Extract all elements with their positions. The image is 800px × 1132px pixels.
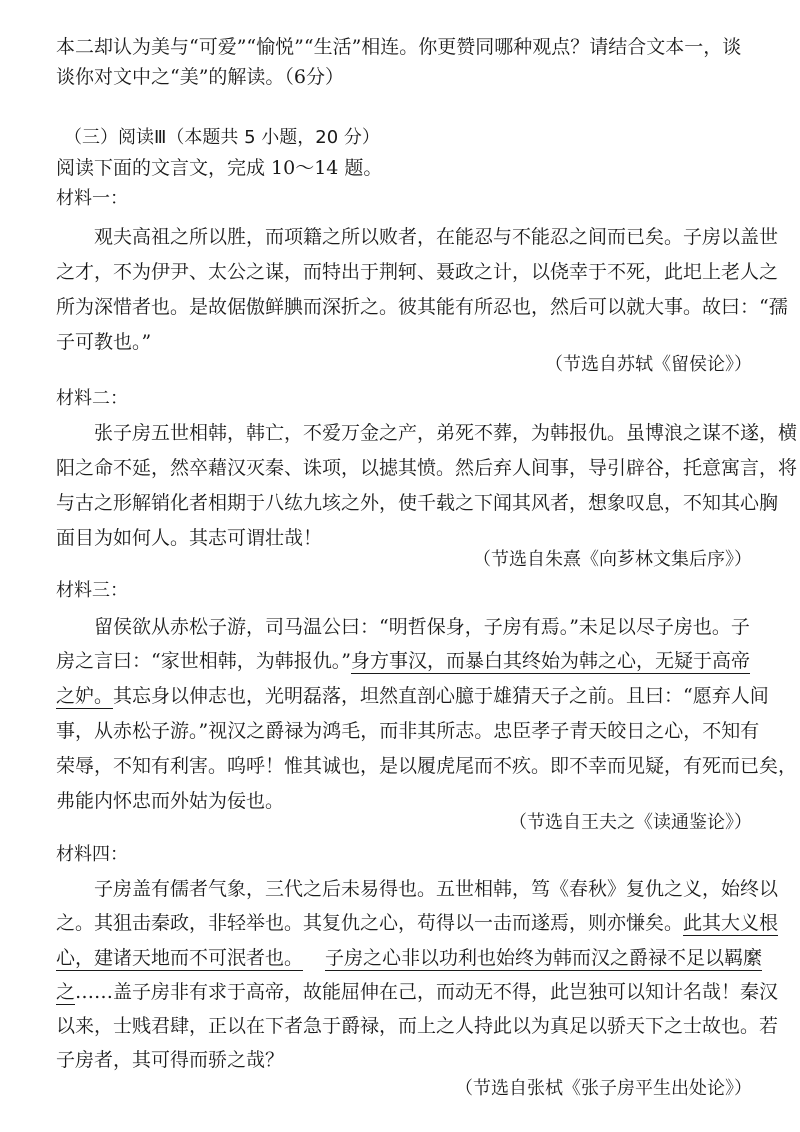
material-2-line: 与古之形解销化者相期于八纮九垓之外，使千载之下闻其风者，想象叹息，不知其心胸	[56, 492, 779, 514]
underlined-sentence: 子房之心非以功利也始终为韩而汉之爵禄不足以羁縻	[325, 947, 763, 969]
material-3-line	[56, 681, 769, 711]
material-3-text: 房之言曰：“家世相韩，为韩报仇。”	[56, 650, 351, 672]
material-2-line: 阳之命不延，然卒藉汉灭秦、诛项，以摅其愤。然后弃人间事，导引辟谷，托意寓言，将	[56, 457, 798, 479]
question-line-2: 谈你对文中之“美”的解读。（6分）	[56, 66, 345, 88]
material-3-text: 其忘身以伸志也，光明磊落，坦然直剖心臆于雄猜天子之前。且曰：“愿弃人间	[113, 685, 769, 707]
underlined-sentence: 身方事汉，而暴白其终始为韩之心，无疑于高帝	[350, 650, 750, 672]
material-4-text: 之。其狙击秦政，非轻举也。其复仇之心，苟得以一击而遂焉，则亦慊矣。	[56, 912, 684, 934]
material-4-text: ……盖子房非有求于高帝，故能屈伸在己，而动无不得，此岂独可以知计名哉！秦汉	[75, 981, 779, 1003]
material-3-line: 弗能内怀忠而外姑为佞也。	[56, 790, 285, 812]
material-1-line: 所为深惜者也。是故倨傲鲜腆而深折之。彼其能有所忍也，然后可以就大事。故曰：“孺	[56, 296, 788, 318]
material-4-line	[56, 908, 779, 938]
material-4-line: 子房者，其可得而骄之哉？	[56, 1049, 285, 1071]
material-4-line	[56, 977, 779, 1007]
material-4-line: 以来，士贱君肆，正以在下者急于爵禄，而上之人持此以为真足以骄天下之士故也。若	[56, 1015, 779, 1037]
material-4-source: （节选自张栻《张子房平生出处论》）	[455, 1078, 752, 1099]
material-1-line: 观夫高祖之所以胜，而项籍之所以败者，在能忍与不能忍之间而已矣。子房以盖世	[94, 226, 779, 248]
underlined-sentence: 心，建诸天地而不可泯者也。	[56, 947, 304, 969]
section-instruction: 阅读下面的文言文，完成 10～14 题。	[56, 157, 383, 179]
material-3-line: 事，从赤松子游。”视汉之爵禄为鸿毛，而非其所志。忠臣孝子青天皎日之心，不知有	[56, 720, 760, 742]
material-2-line: 面目为如何人。其志可谓壮哉！	[56, 527, 323, 549]
material-3-source: （节选自王夫之《读通鉴论》）	[509, 812, 752, 833]
material-1-label: 材料一：	[56, 188, 128, 209]
material-1-source: （节选自苏轼《留侯论》）	[545, 354, 752, 375]
underlined-sentence: 之	[56, 981, 76, 1003]
material-3-line: 留侯欲从赤松子游，司马温公曰：“明哲保身，子房有焉。”未足以尽子房也。子	[94, 616, 750, 638]
material-3-line: 荣辱，不知有利害。呜呼！惟其诚也，是以履虎尾而不疚。即不幸而见疑，有死而已矣，	[56, 755, 798, 777]
material-3-label: 材料三：	[56, 580, 128, 601]
material-4-line: 子房盖有儒者气象，三代之后未易得也。五世相韩，笃《春秋》复仇之义，始终以	[94, 878, 779, 900]
underlined-sentence: 此其大义根	[683, 912, 779, 934]
material-4-label: 材料四：	[56, 844, 128, 865]
material-2-label: 材料二：	[56, 388, 128, 409]
material-2-source: （节选自朱熹《向芗林文集后序》）	[473, 549, 752, 570]
material-1-line: 之才，不为伊尹、太公之谋，而特出于荆轲、聂政之计，以侥幸于不死，此圯上老人之	[56, 261, 779, 283]
material-2-line: 张子房五世相韩，韩亡，不爱万金之产，弟死不葬，为韩报仇。虽博浪之谋不遂，横	[94, 422, 798, 444]
section-heading: （三）阅读Ⅲ（本题共 5 小题，20 分）	[64, 127, 380, 148]
material-3-line	[56, 646, 756, 676]
material-4-line	[56, 943, 763, 973]
underlined-sentence: 之妒。	[56, 685, 114, 707]
material-1-line: 子可教也。”	[56, 331, 152, 353]
question-line-1: 本二却认为美与“可爱”“愉悦”“生活”相连。你更赞同哪种观点？请结合文本一，谈	[56, 36, 742, 58]
